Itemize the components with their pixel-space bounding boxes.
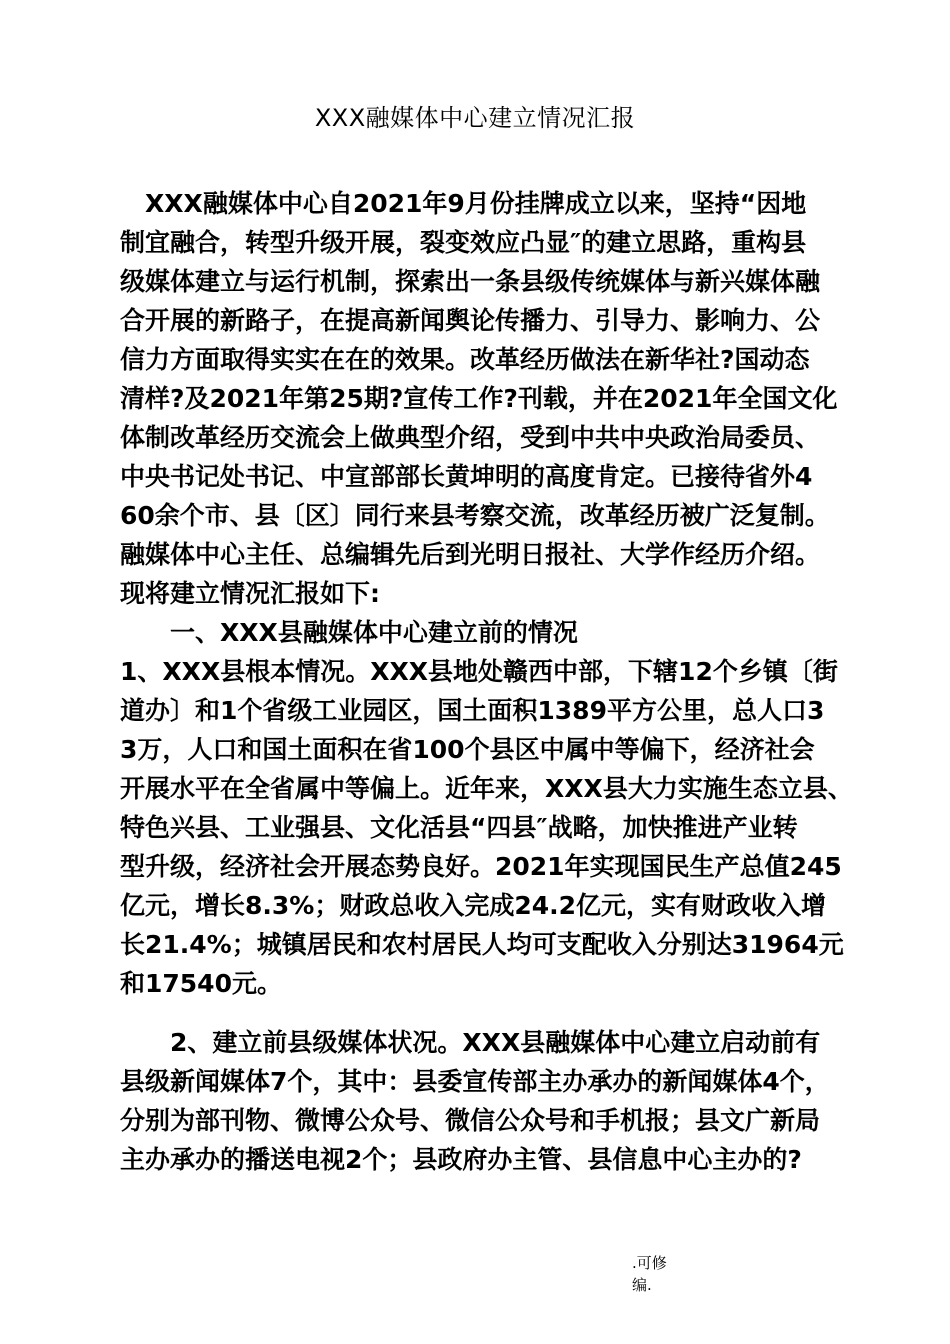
body-line: 开展水平在全省属中等偏上。近年来，XXX县大力实施生态立县、: [120, 774, 853, 803]
body-line: 亿元，增长8.3%；财政总收入完成24.2亿元，实有财政收入增: [120, 891, 827, 920]
body-line: 信力方面取得实实在在的效果。改革经历做法在新华社?国动态: [120, 345, 810, 374]
body-line: 分别为部刊物、微博公众号、微信公众号和手机报；县文广新局: [120, 1106, 821, 1135]
footer-note: 编.: [632, 1276, 652, 1294]
body-line: 60余个市、县〔区〕同行来县考察交流，改革经历被广泛复制。: [120, 501, 830, 530]
body-line: 县级新闻媒体7个，其中：县委宣传部主办承办的新闻媒体4个，: [120, 1067, 830, 1096]
body-line: 2、建立前县级媒体状况。XXX县融媒体中心建立启动前有: [120, 1028, 821, 1057]
body-line: 型升级，经济社会开展态势良好。2021年实现国民生产总值245: [120, 852, 842, 881]
body-line: 和17540元。: [120, 969, 282, 998]
body-line: 体制改革经历交流会上做典型介绍，受到中共中央政治局委员、: [120, 423, 821, 452]
body-line: 长21.4%；城镇居民和农村居民人均可支配收入分别达31964元: [120, 930, 844, 959]
body-line: 中央书记处书记、中宣部部长黄坤明的高度肯定。已接待省外4: [120, 462, 813, 491]
body-line: 主办承办的播送电视2个；县政府办主管、县信息中心主办的?: [120, 1145, 802, 1174]
body-line: 清样?及2021年第25期?宣传工作?刊载，并在2021年全国文化: [120, 384, 838, 413]
body-line: XXX融媒体中心自2021年9月份挂牌成立以来，坚持“因地: [120, 189, 807, 218]
document-title: XXX融媒体中心建立情况汇报: [314, 104, 636, 132]
footer-note: .可修: [632, 1254, 667, 1272]
body-line: 现将建立情况汇报如下:: [120, 579, 380, 608]
body-line: 道办〕和1个省级工业园区，国土面积1389平方公里，总人口3: [120, 696, 825, 725]
body-line: 1、XXX县根本情况。XXX县地处赣西中部，下辖12个乡镇〔街: [120, 657, 838, 686]
body-line: 3万，人口和国土面积在省100个县区中属中等偏下，经济社会: [120, 735, 815, 764]
body-line: 制宜融合，转型升级开展，裂变效应凸显″的建立思路，重构县: [120, 228, 807, 257]
body-line: 融媒体中心主任、总编辑先后到光明日报社、大学作经历介绍。: [120, 540, 821, 569]
body-line: 特色兴县、工业强县、文化活县“四县″战略，加快推进产业转: [120, 813, 798, 842]
body-line: 级媒体建立与运行机制，探索出一条县级传统媒体与新兴媒体融: [120, 267, 821, 296]
section-heading: 一、XXX县融媒体中心建立前的情况: [120, 618, 578, 647]
body-line: 合开展的新路子，在提高新闻舆论传播力、引导力、影响力、公: [120, 306, 821, 335]
